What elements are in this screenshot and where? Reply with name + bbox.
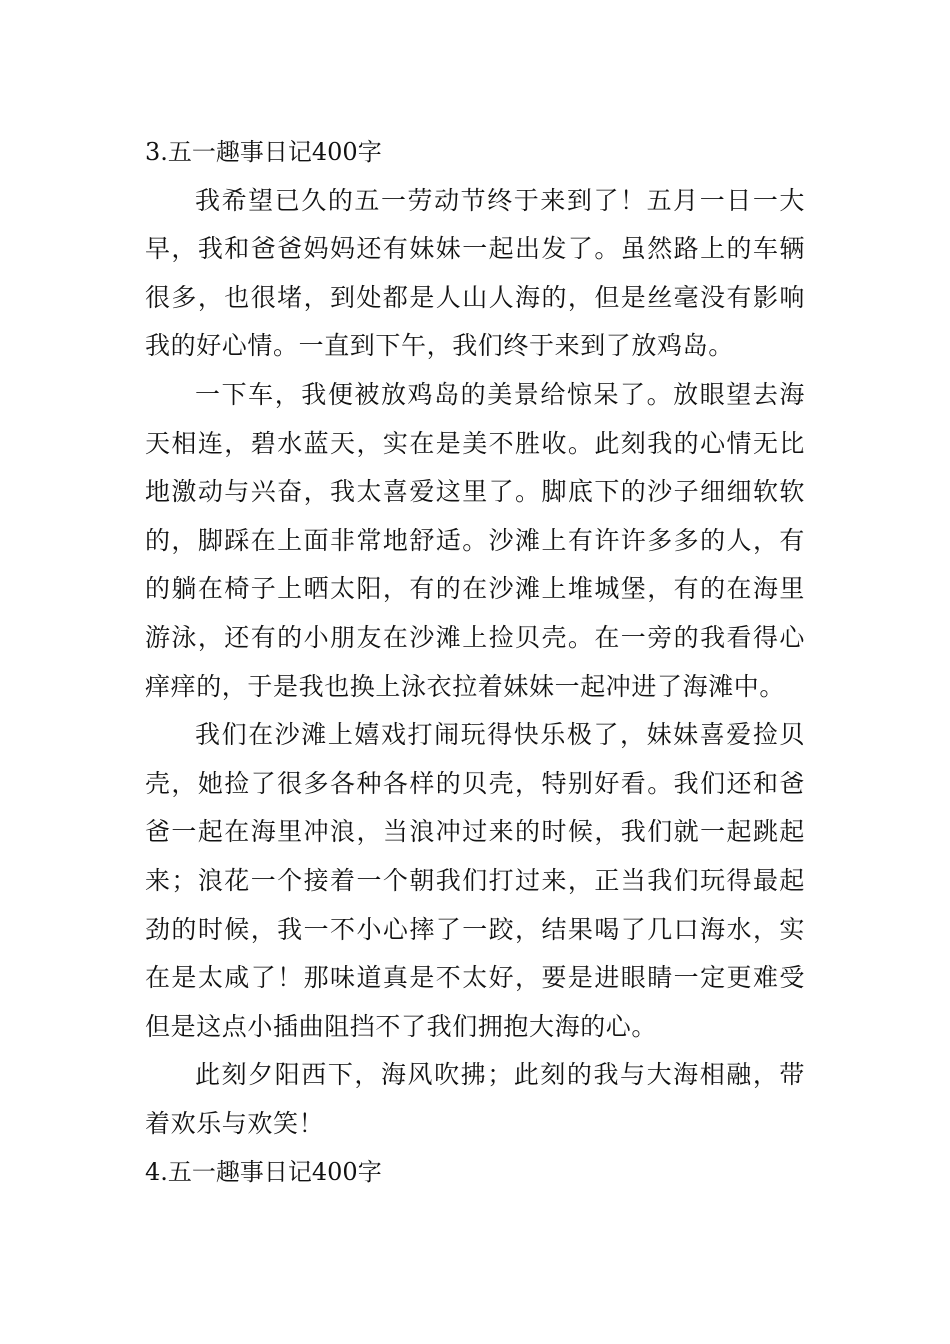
document-body <box>145 128 805 1197</box>
paragraph-4: 此刻夕阳西下，海风吹拂；此刻的我与大海相融，带着欢乐与欢笑！ <box>145 1060 805 1138</box>
section-heading-3: 3.五一趣事日记400字 <box>145 138 382 166</box>
paragraph-3: 我们在沙滩上嬉戏打闹玩得快乐极了，妹妹喜爱捡贝壳，她捡了很多各种各样的贝壳，特别好看。我们还和爸爸一起在海里冲浪，当浪冲过来的时候，我们就一起跳起来；浪花一个接着一个朝我们打过来，正当我们玩得最起劲的时候，我一不小心摔了一跤，结果喝了几口海水，实在是太咸了！那味道真是不太好，要是进眼睛一定更难受但是这点小插曲阻挡不了我们拥抱大海的心。 <box>145 720 805 1041</box>
paragraph-2: 一下车，我便被放鸡岛的美景给惊呆了。放眼望去海天相连，碧水蓝天，实在是美不胜收。此刻我的心情无比地激动与兴奋，我太喜爱这里了。脚底下的沙子细细软软的，脚踩在上面非常地舒适。沙滩上有许许多多的人，有的躺在椅子上晒太阳，有的在沙滩上堆城堡，有的在海里游泳，还有的小朋友在沙滩上捡贝壳。在一旁的我看得心痒痒的，于是我也换上泳衣拉着妹妹一起冲进了海滩中。 <box>145 379 805 701</box>
paragraph-1: 我希望已久的五一劳动节终于来到了！五月一日一大早，我和爸爸妈妈还有妹妹一起出发了。虽然路上的车辆很多，也很堵，到处都是人山人海的，但是丝毫没有影响我的好心情。一直到下午，我们终于来到了放鸡岛。 <box>145 185 805 361</box>
section-heading-4: 4.五一趣事日记400字 <box>145 1158 382 1187</box>
